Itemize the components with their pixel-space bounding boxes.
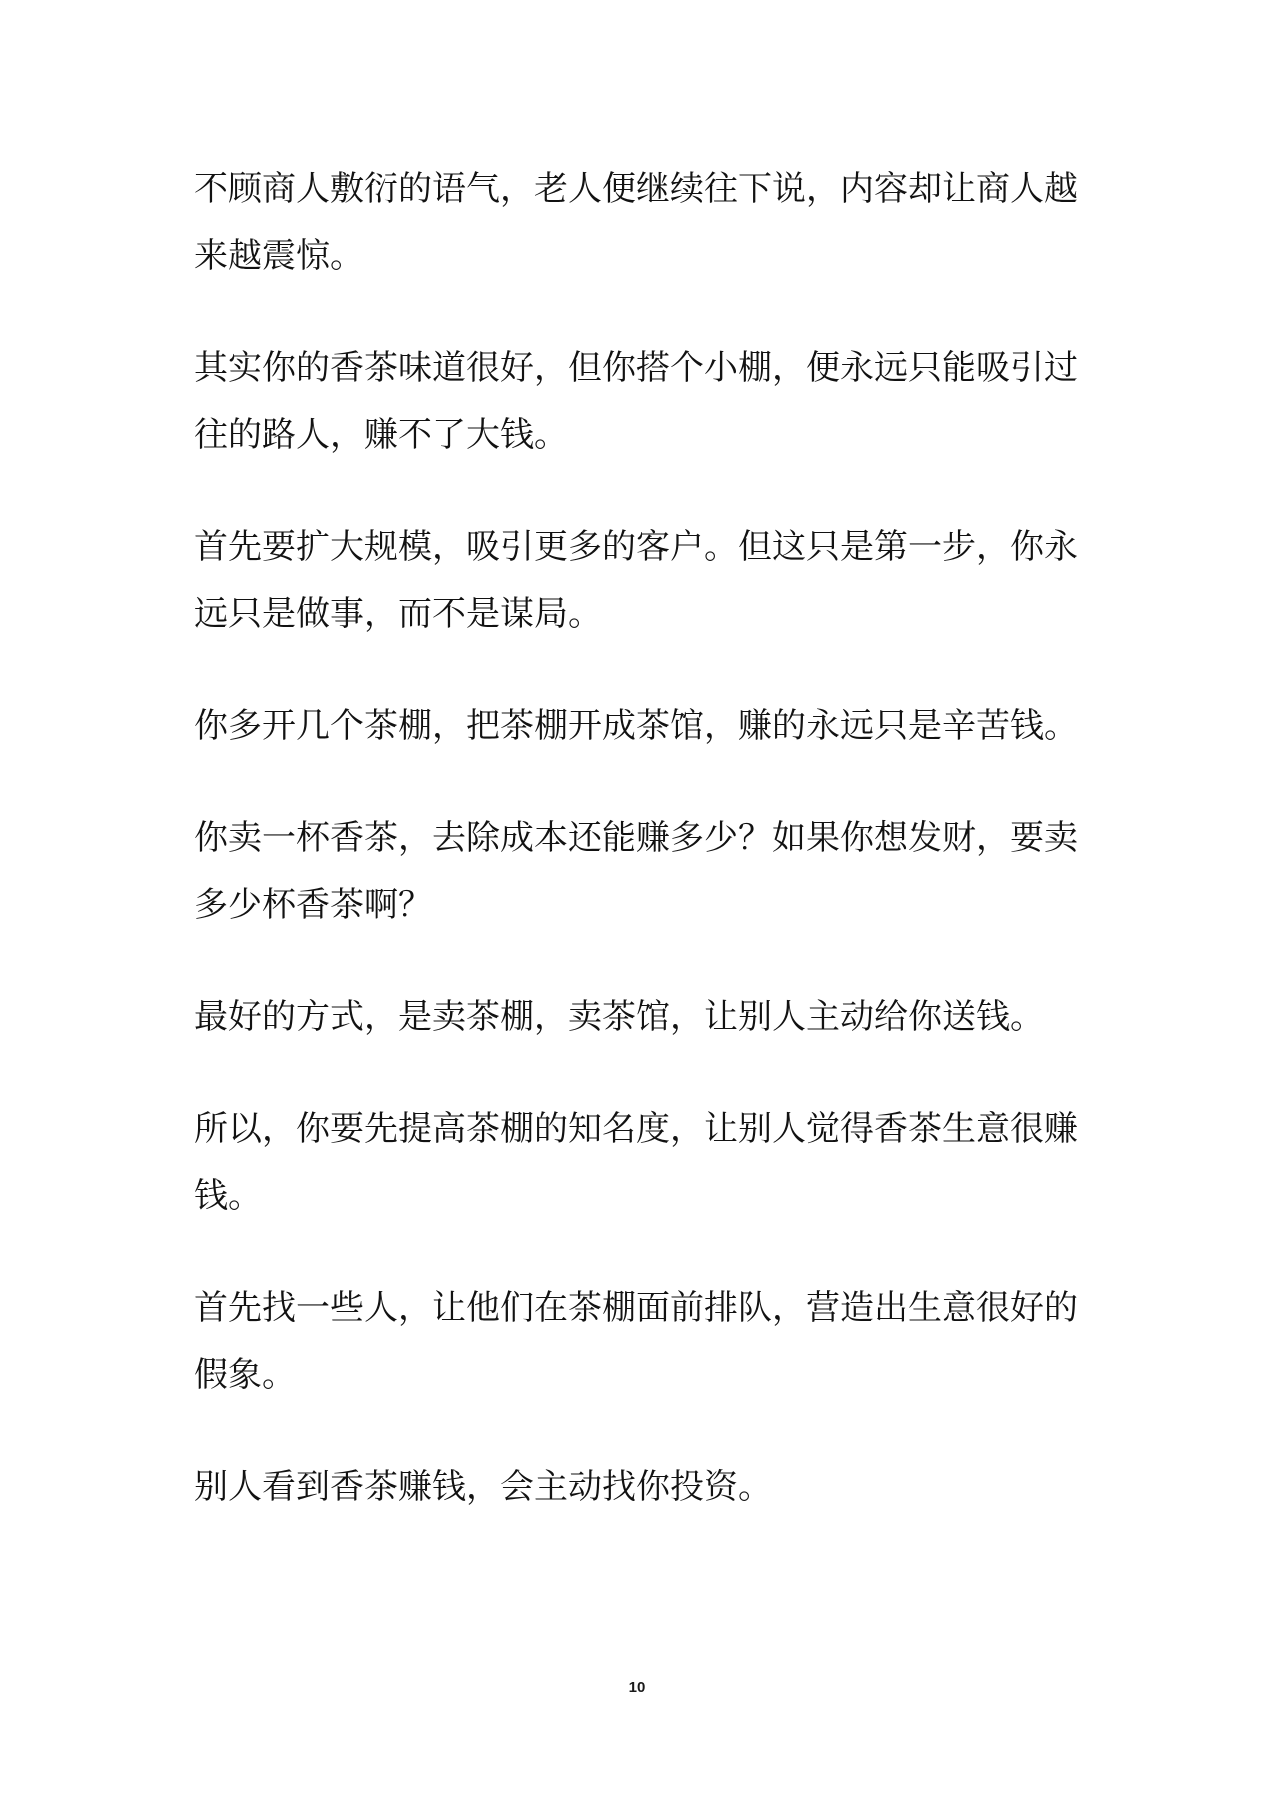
paragraph [194,156,1094,290]
text-line: 你卖一杯香茶，去除成本还能赚多少？如果你想发财，要卖 [194,818,1078,858]
paragraph [194,1275,1094,1409]
text-line: 最好的方式，是卖茶棚，卖茶馆，让别人主动给你送钱。 [194,997,1044,1037]
text-line: 首先找一些人，让他们在茶棚面前排队，营造出生意很好的 [194,1288,1078,1328]
paragraph [194,984,1094,1051]
text-line: 假象。 [194,1355,296,1395]
text-line: 你多开几个茶棚，把茶棚开成茶馆，赚的永远只是辛苦钱。 [194,706,1078,746]
body-text [194,156,1094,1521]
paragraph [194,514,1094,648]
text-line: 钱。 [194,1176,262,1216]
text-line: 首先要扩大规模，吸引更多的客户。但这只是第一步，你永 [194,527,1078,567]
paragraph [194,693,1094,760]
paragraph [194,1096,1094,1230]
text-line: 不顾商人敷衍的语气，老人便继续往下说，内容却让商人越 [194,169,1078,209]
text-line: 别人看到香茶赚钱，会主动找你投资。 [194,1467,772,1507]
text-line: 来越震惊。 [194,236,364,276]
paragraph [194,335,1094,469]
text-line: 所以，你要先提高茶棚的知名度，让别人觉得香茶生意很赚 [194,1109,1078,1149]
text-line: 其实你的香茶味道很好，但你搭个小棚，便永远只能吸引过 [194,348,1078,388]
paragraph [194,805,1094,939]
paragraph [194,1454,1094,1521]
page-number: 10 [628,1679,646,1696]
text-line: 远只是做事，而不是谋局。 [194,594,602,634]
text-line: 往的路人，赚不了大钱。 [194,415,568,455]
text-line: 多少杯香茶啊？ [194,885,432,925]
